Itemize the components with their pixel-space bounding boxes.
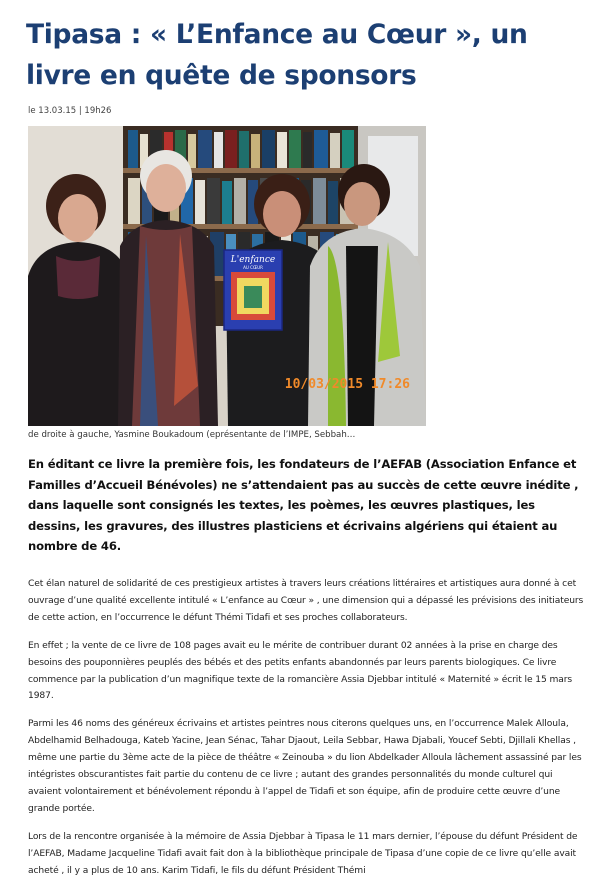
article-body — [28, 576, 588, 891]
article-photo[interactable] — [28, 126, 426, 426]
article-paragraph: Parmi les 46 noms des généreux écrivains et artistes peintres nous citerons quelques uns, en l’occurrence Malek Alloula, Abdelhamid Belhadouga, Kateb Yacine, Jean Sénac, Tahar Djaout, Leila Sebbar, Hawa Djabali, Youcef Sebti, Djillali Khellas , même une partie du 3ème acte de la pièce de théâtre « Zeinouba » du lion Abdelkader Alloula lâchement assassiné par les intégristes obscurantistes fait partie du contenu de ce livre ; autant des grandes personnalités du monde culturel qui avaient volontairement et bénévolement répondu à l’appel de Tidafi et son équipe, afin de produire cette œuvre d’une grande portée. — [28, 719, 582, 814]
article-paragraph: Cet élan naturel de solidarité de ces prestigieux artistes à travers leurs créations littéraires et artistiques aura donné à cet ouvrage d’une qualité excellente intitulé « L’enfance au Cœur » , une dimension qui a dépassé les prévisions des initiateurs de cette action, en l’occurrence le défunt Thémi Tidafi et ses proches collaborateurs. — [28, 579, 584, 623]
photo-illustration — [28, 126, 426, 426]
article-title: Tipasa : « L’Enfance au Cœur », un livre en quête de sponsors — [26, 19, 528, 91]
article-paragraph: Lors de la rencontre organisée à la mémoire de Assia Djebbar à Tipasa le 11 mars dernier, l’épouse du défunt Président de l’AEFAB, Madame Jacqueline Tidafi avait fait don à la bibliothèque principale de Tipasa d’une copie de ce livre qu’elle avait acheté , il y a plus de 10 ans. Karim Tidafi, le fils du défunt Président Thémi — [28, 831, 578, 876]
book-subtitle-text: AU CŒUR — [243, 265, 263, 270]
article-paragraph: En effet ; la vente de ce livre de 108 pages avait eu le mérite de contribuer durant 02 années à la prise en charge des besoins des pouponnières peuplés des bébés et des petits enfants abandonnés par leurs parents biologiques. Ce livre commence par la publication d’un magnifique texte de la romancière Assia Djebbar intitulé « Maternité » écrit le 15 mars 1987. — [28, 640, 573, 702]
photo-caption: de droite à gauche, Yasmine Boukadoum (eprésentante de l’IMPE, Sebbah… — [28, 430, 356, 440]
book-title-text: L'enfance — [230, 255, 276, 265]
article-lead: En éditant ce livre la première fois, les fondateurs de l’AEFAB (Association Enfance et Familles d’Accueil Bénévoles) ne s’attendaient pas au succès de cette œuvre inédite , dans laquelle sont consignés les textes, les poèmes, les œuvres plastiques, les dessins, les gravures, des illustres plasticiens et écrivains algériens qui étaient au nombre de 46. — [28, 457, 579, 553]
article-date: le 13.03.15 | 19h26 — [28, 106, 112, 116]
photo-timestamp: 10/03/2015 17:26 — [284, 377, 410, 392]
